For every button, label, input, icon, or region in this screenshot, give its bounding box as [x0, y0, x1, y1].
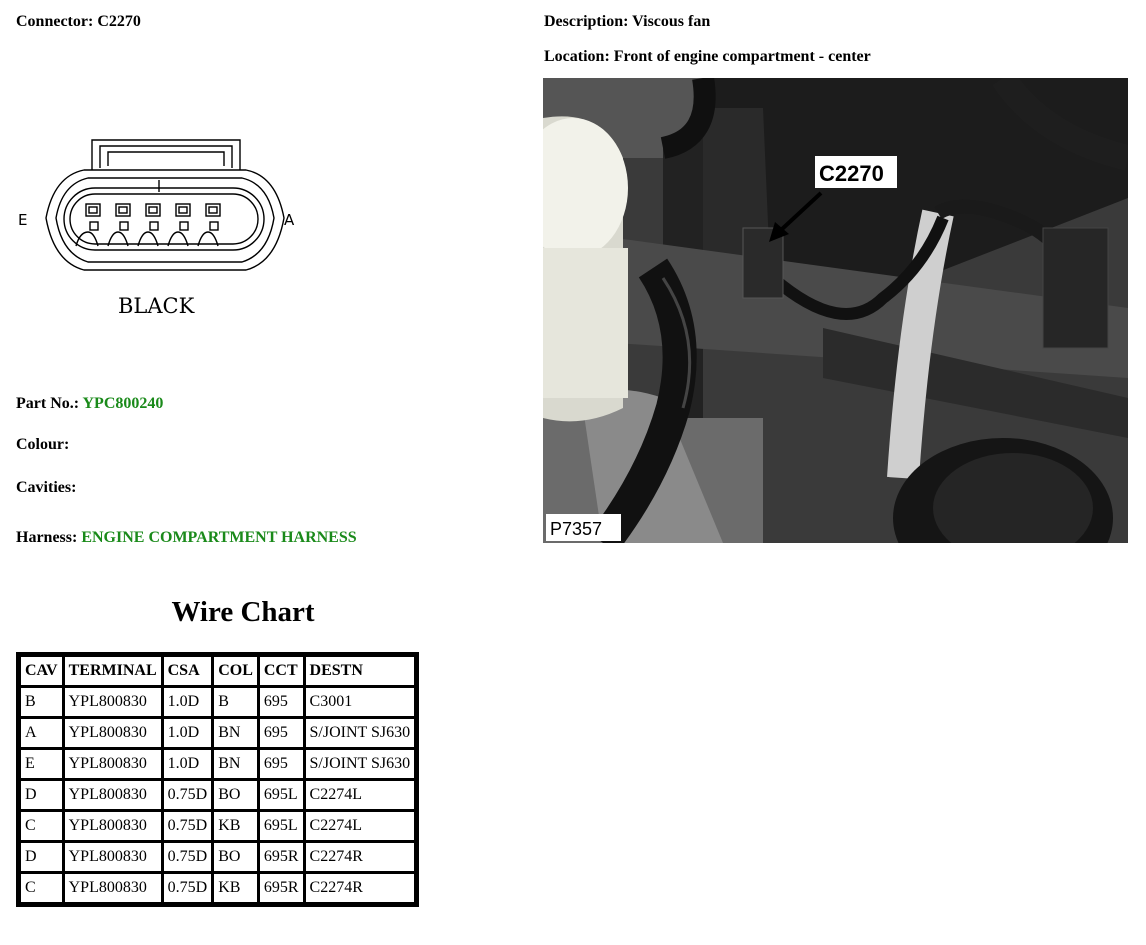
cell-terminal: YPL800830 [65, 750, 161, 778]
cell-destn: C2274L [306, 781, 415, 809]
location-value: Front of engine compartment - center [613, 48, 871, 65]
table-row [21, 843, 414, 871]
cell-csa: 1.0D [164, 719, 212, 747]
cell-col: BO [214, 843, 257, 871]
table-row [21, 688, 414, 716]
table-row [21, 812, 414, 840]
connector-field [16, 13, 141, 31]
colour-field [16, 436, 69, 454]
cell-terminal: YPL800830 [65, 874, 161, 902]
cell-cct: 695R [260, 874, 303, 902]
cell-csa: 0.75D [164, 843, 212, 871]
cell-terminal: YPL800830 [65, 719, 161, 747]
header-cct: CCT [260, 657, 303, 685]
harness-value: ENGINE COMPARTMENT HARNESS [81, 529, 357, 546]
cell-csa: 1.0D [164, 750, 212, 778]
cell-cav: B [21, 688, 62, 716]
table-row [21, 719, 414, 747]
cell-cct: 695 [260, 719, 303, 747]
table-row [21, 750, 414, 778]
wire-chart-table [16, 652, 419, 907]
photo-reference-label: P7357 [550, 519, 603, 539]
header-csa: CSA [164, 657, 212, 685]
cell-col: BN [214, 719, 257, 747]
connector-value: C2270 [97, 13, 141, 30]
location-label: Location: [544, 48, 610, 65]
cell-cct: 695 [260, 750, 303, 778]
cell-cav: A [21, 719, 62, 747]
harness-field [16, 529, 357, 547]
cell-destn: C3001 [306, 688, 415, 716]
cell-terminal: YPL800830 [65, 688, 161, 716]
description-label: Description: [544, 13, 629, 30]
header-cav: CAV [21, 657, 62, 685]
cell-cct: 695R [260, 843, 303, 871]
header-col: COL [214, 657, 257, 685]
engine-compartment-photo [543, 78, 1128, 543]
part-no-value: YPC800240 [82, 395, 164, 412]
cell-terminal: YPL800830 [65, 812, 161, 840]
connector-left-label: E [18, 211, 28, 229]
cell-csa: 0.75D [164, 812, 212, 840]
cell-cct: 695L [260, 781, 303, 809]
colour-label: Colour: [16, 436, 70, 453]
cell-csa: 1.0D [164, 688, 212, 716]
header-terminal: TERMINAL [65, 657, 161, 685]
harness-label: Harness: [16, 529, 78, 546]
cell-col: KB [214, 812, 257, 840]
part-no-field [16, 395, 163, 413]
cell-csa: 0.75D [164, 781, 212, 809]
cell-col: BO [214, 781, 257, 809]
description-value: Viscous fan [632, 13, 711, 30]
table-row [21, 781, 414, 809]
photo-callout-label: C2270 [819, 161, 884, 186]
cell-col: KB [214, 874, 257, 902]
table-row [21, 874, 414, 902]
wire-chart-title: Wire Chart [171, 596, 315, 628]
cell-cav: C [21, 874, 62, 902]
cell-csa: 0.75D [164, 874, 212, 902]
cell-cav: E [21, 750, 62, 778]
cell-cct: 695 [260, 688, 303, 716]
location-field [544, 48, 871, 66]
connector-label: Connector: [16, 13, 94, 30]
connector-color-label: BLACK [118, 294, 195, 318]
cell-cav: C [21, 812, 62, 840]
cell-terminal: YPL800830 [65, 781, 161, 809]
cavities-field [16, 479, 76, 497]
cell-destn: C2274R [306, 874, 415, 902]
cell-destn: C2274R [306, 843, 415, 871]
cavities-label: Cavities: [16, 479, 77, 496]
connector-right-label: A [284, 211, 295, 229]
description-field [544, 13, 710, 31]
cell-col: B [214, 688, 257, 716]
wire-chart-header-row [21, 657, 414, 685]
cell-terminal: YPL800830 [65, 843, 161, 871]
cell-col: BN [214, 750, 257, 778]
part-no-label: Part No.: [16, 395, 80, 412]
cell-destn: C2274L [306, 812, 415, 840]
header-destn: DESTN [306, 657, 415, 685]
connector-face-diagram [14, 128, 304, 323]
cell-cav: D [21, 843, 62, 871]
cell-cct: 695L [260, 812, 303, 840]
cell-destn: S/JOINT SJ630 [306, 719, 415, 747]
cell-destn: S/JOINT SJ630 [306, 750, 415, 778]
cell-cav: D [21, 781, 62, 809]
